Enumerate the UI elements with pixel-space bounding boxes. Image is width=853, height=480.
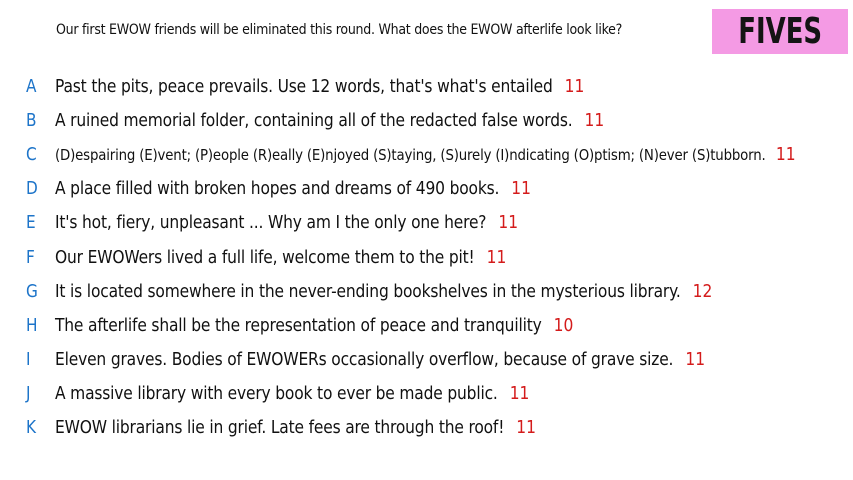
word-count: 11 — [511, 178, 532, 200]
word-count: 11 — [685, 349, 706, 371]
response-text: The afterlife shall be the representation of peace and tranquility — [55, 314, 542, 336]
response-letter: I — [26, 349, 31, 371]
response-row-b — [0, 103, 853, 137]
response-entry — [55, 417, 536, 438]
word-count: 11 — [564, 75, 585, 97]
response-entry — [55, 110, 604, 131]
category-badge — [712, 9, 848, 54]
word-count: 11 — [584, 109, 605, 131]
response-row-g — [0, 274, 853, 308]
response-row-k — [0, 411, 853, 445]
response-letter: G — [26, 280, 38, 302]
response-letter: D — [26, 178, 38, 200]
response-row-e — [0, 206, 853, 240]
response-list — [0, 69, 853, 445]
response-row-h — [0, 308, 853, 342]
response-text: Eleven graves. Bodies of EWOWERs occasionally overflow, because of grave size. — [55, 349, 674, 371]
word-count: 12 — [692, 280, 713, 302]
response-letter: F — [26, 246, 35, 268]
word-count: 10 — [553, 314, 574, 336]
response-letter: E — [26, 212, 36, 234]
response-text: It is located somewhere in the never-ending bookshelves in the mysterious library. — [55, 280, 681, 302]
response-entry — [55, 315, 573, 336]
response-text: A place filled with broken hopes and dreams of 490 books. — [55, 178, 500, 200]
response-text: A massive library with every book to ever be made public. — [55, 383, 498, 405]
response-row-d — [0, 172, 853, 206]
response-entry — [55, 178, 531, 199]
word-count: 11 — [509, 383, 530, 405]
prompt-text: Our first EWOW friends will be eliminated this round. What does the EWOW afterlife look like? — [56, 22, 623, 38]
word-count: 11 — [775, 143, 796, 165]
response-entry — [55, 76, 584, 97]
response-letter: C — [26, 143, 37, 165]
response-entry — [55, 247, 506, 268]
response-row-f — [0, 240, 853, 274]
response-row-j — [0, 377, 853, 411]
response-letter: J — [26, 383, 31, 405]
response-entry — [55, 349, 705, 370]
response-row-i — [0, 343, 853, 377]
response-entry — [55, 144, 796, 165]
response-entry — [55, 383, 529, 404]
response-row-a — [0, 69, 853, 103]
response-entry — [55, 281, 712, 302]
word-count: 11 — [516, 417, 536, 439]
response-text: A ruined memorial folder, containing all of the redacted false words. — [55, 109, 573, 131]
response-text: It's hot, fiery, unpleasant ... Why am I the only one here? — [55, 212, 487, 234]
word-count: 11 — [498, 212, 519, 234]
response-text: EWOW librarians lie in grief. Late fees are through the roof! — [55, 417, 505, 439]
response-text: Past the pits, peace prevails. Use 12 words, that's what's entailed — [55, 75, 553, 97]
response-text: (D)espairing (E)vent; (P)eople (R)eally (E)njoyed (S)taying, (S)urely (I)ndicating (O)ptism; (N)ever (S)tubborn. — [55, 145, 766, 164]
response-letter: K — [26, 417, 37, 439]
response-row-c — [0, 137, 853, 171]
response-text: Our EWOWers lived a full life, welcome them to the pit! — [55, 246, 475, 268]
response-letter: A — [26, 75, 37, 97]
word-count: 11 — [486, 246, 507, 268]
response-entry — [55, 212, 518, 233]
category-badge-label: FIVES — [738, 11, 822, 52]
response-letter: B — [26, 109, 37, 131]
response-letter: H — [26, 314, 38, 336]
